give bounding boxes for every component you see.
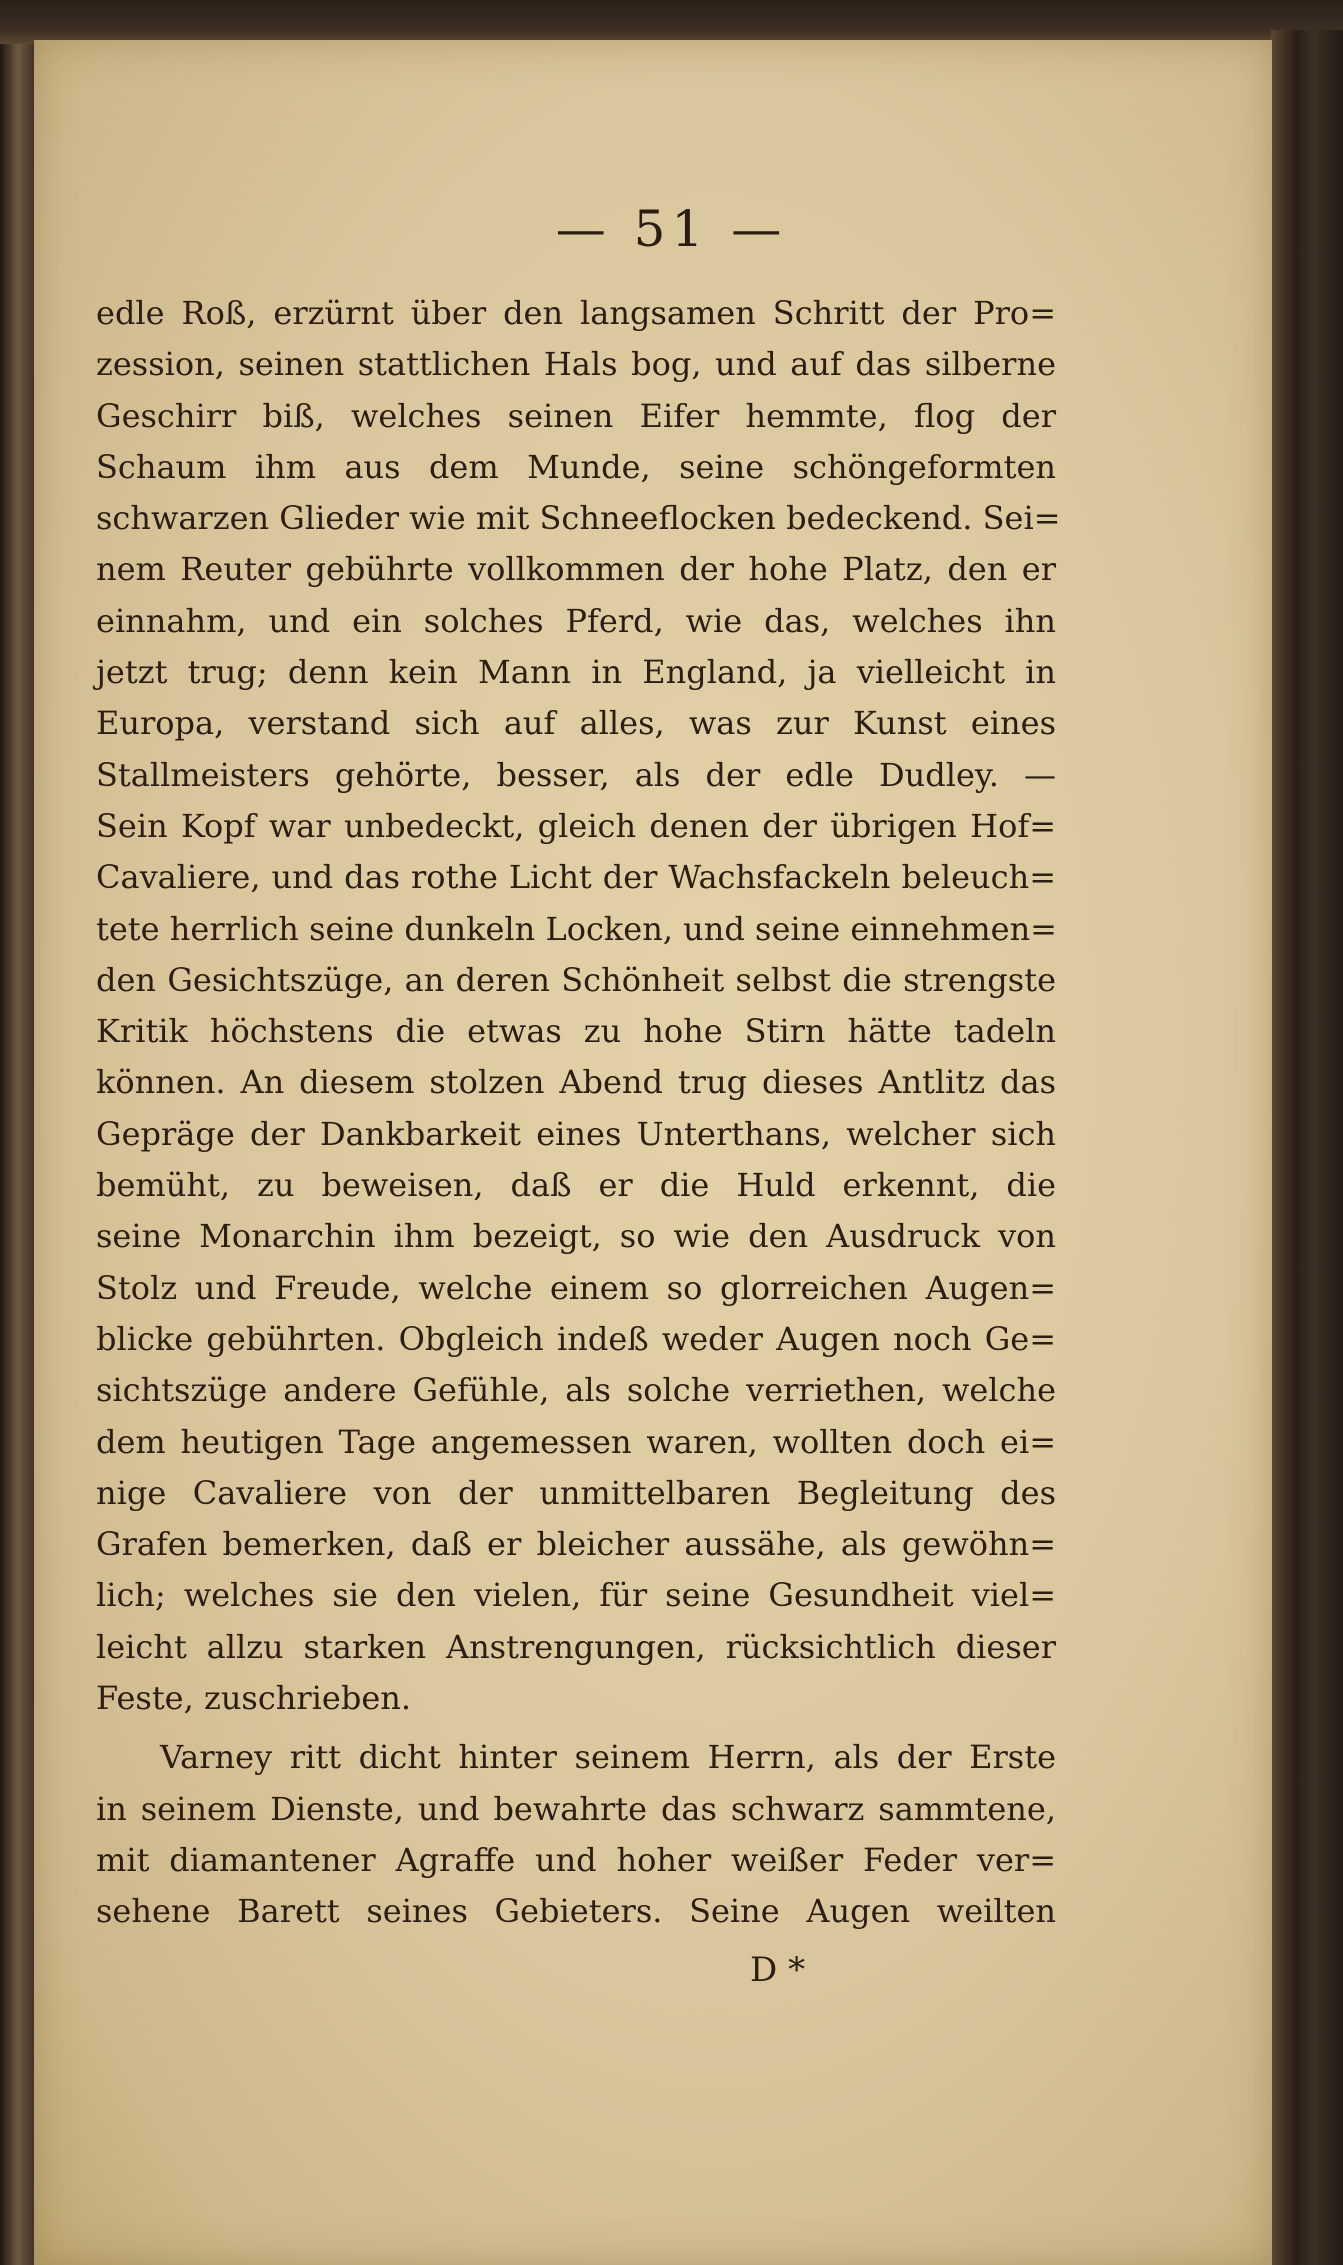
text-line: tete herrlich seine dunkeln Locken, und seine einnehmen= [96,909,1057,948]
text-line: Feste, zuschrieben. [96,1679,412,1718]
paragraph-gap [96,1724,1056,1732]
text-line: Grafen bemerken, daß er bleicher aussähe, als gewöhn= [96,1525,1056,1564]
text-line: seine Monarchin ihm bezeigt, so wie den Ausdruck von [96,1217,1056,1256]
text-line: mit diamantener Agraffe und hoher weißer Feder ver= [96,1840,1056,1879]
text-line: den Gesichtszüge, an deren Schönheit selbst die strengste [96,960,1056,999]
text-line: Geschirr biß, welches seinen Eifer hemmte, flog der [96,396,1056,435]
text-line: bemüht, zu beweisen, daß er die Huld erkennt, die [96,1166,1056,1205]
paragraph-2 [96,1732,1056,1937]
text-line: Cavaliere, und das rothe Licht der Wachsfackeln beleuch= [96,858,1056,897]
text-line: Sein Kopf war unbedeckt, gleich denen der übrigen Hof= [96,806,1056,845]
cover-right-edge [1271,30,1343,2265]
text-line: in seinem Dienste, und bewahrte das schwarz sammtene, [96,1789,1056,1828]
text-line: blicke gebührten. Obgleich indeß weder Augen noch Ge= [96,1319,1056,1358]
text-line: edle Roß, erzürnt über den langsamen Schritt der Pro= [96,294,1056,332]
paragraph-1 [96,288,1061,1724]
text-line: einnahm, und ein solches Pferd, wie das, welches ihn [96,601,1056,640]
body-text [96,288,1061,1938]
text-line: Stallmeisters gehörte, besser, als der edle Dudley. — [96,755,1056,794]
text-line: sehene Barett seines Gebieters. Seine Augen weilten [96,1892,1056,1931]
text-line: Schaum ihm aus dem Munde, seine schöngeformten [96,447,1056,486]
text-line: jetzt trug; denn kein Mann in England, ja vielleicht in [96,653,1056,692]
text-line: leicht allzu starken Anstrengungen, rücksichtlich dieser [96,1627,1056,1666]
text-line: nem Reuter gebührte vollkommen der hohe Platz, den er [96,550,1056,589]
text-line: dem heutigen Tage angemessen waren, wollten doch ei= [96,1422,1056,1461]
text-line: lich; welches sie den vielen, für seine Gesundheit viel= [96,1576,1056,1615]
text-line: zession, seinen stattlichen Hals bog, und auf das silberne [96,345,1056,384]
cover-top-edge [0,0,1343,44]
text-line: schwarzen Glieder wie mit Schneeflocken bedeckend. Sei= [96,499,1061,538]
text-line: Kritik höchstens die etwas zu hohe Stirn hätte tadeln [96,1012,1056,1051]
text-line: Gepräge der Dankbarkeit eines Unterthans, welcher sich [96,1114,1056,1153]
text-line: nige Cavaliere von der unmittelbaren Begleitung des [96,1473,1056,1512]
text-line: sichtszüge andere Gefühle, als solche verriethen, welche [96,1371,1056,1410]
text-line: können. An diesem stolzen Abend trug dieses Antlitz das [96,1063,1056,1102]
signature-mark: D * [750,1950,806,1990]
text-line: Europa, verstand sich auf alles, was zur Kunst eines [96,704,1056,743]
binding-edge [0,0,36,2265]
text-line: Stolz und Freude, welche einem so glorreichen Augen= [96,1268,1056,1307]
text-line: Varney ritt dicht hinter seinem Herrn, als der Erste [160,1738,1056,1777]
page-number: — 51 — [555,200,788,258]
